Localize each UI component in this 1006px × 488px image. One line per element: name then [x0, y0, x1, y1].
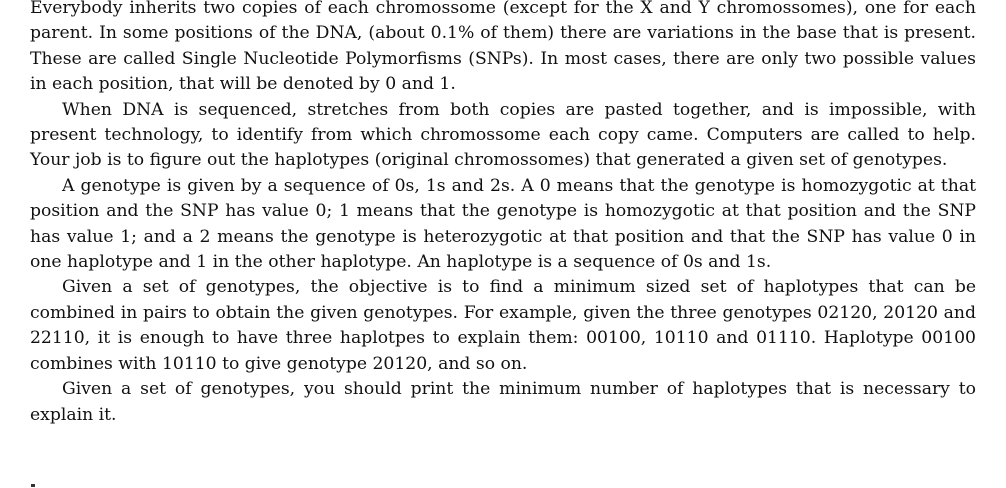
paragraph-task: Given a set of genotypes, you should print the minimum number of haplotypes that is necessary to explain it. — [30, 379, 976, 425]
paragraph-genotype-definition: A genotype is given by a sequence of 0s, 1s and 2s. A 0 means that the genotype is homozygotic at that position and the SNP has value 0; 1 means that the genotype is homozygotic at that position and the SNP has value 1; and a 2 means the genotype is heterozygotic at that position and that the SNP has value 0 in one haplotype and 1 in the other haplotype. An haplotype is a sequence of 0s and 1s. — [30, 175, 976, 273]
cropped-text-fragment — [31, 484, 35, 487]
paragraph-sequencing: When DNA is sequenced, stretches from both copies are pasted together, and is impossible, with present technology, to identify from which chromossome each copy came. Computers are called to help. Your job is to figure out the haplotypes (original chromossomes) that generated a given set of genotypes. — [30, 99, 976, 171]
paragraph-intro: Everybody inherits two copies of each chromossome (except for the X and Y chromossomes), one for each parent. In some positions of the DNA, (about 0.1% of them) there are variations in the base that is present. These are called Single Nucleotide Polymorfisms (SNPs). In most cases, there are only two possible values in each position, that will be denoted by 0 and 1. — [30, 0, 976, 95]
paragraph-objective: Given a set of genotypes, the objective is to find a minimum sized set of haplotypes that can be combined in pairs to obtain the given genotypes. For example, given the three genotypes 02120, 20120 and 22110, it is enough to have three haplotpes to explain them: 00100, 10110 and 01110. Haplotype 00100 combines with 10110 to give genotype 20120, and so on. — [30, 277, 976, 374]
problem-statement — [30, 0, 976, 428]
